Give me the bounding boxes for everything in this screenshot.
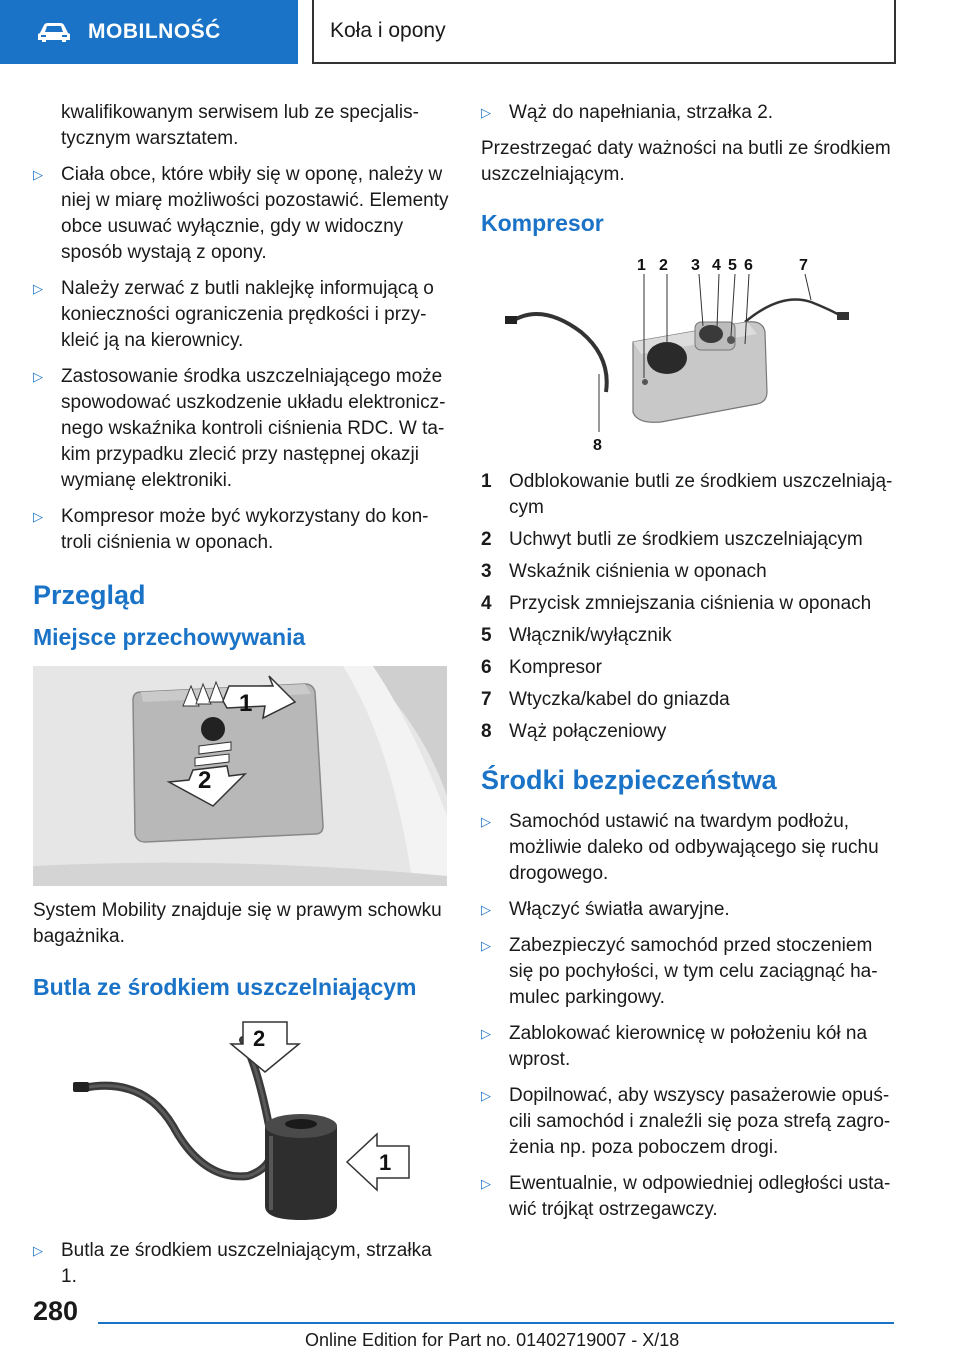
bullet-item — [33, 1238, 451, 1290]
trunk-label-1: 1 — [239, 690, 253, 717]
comp-label-4: 4 — [712, 257, 721, 274]
triangle-bullet-icon: ▷ — [33, 281, 43, 296]
part-number: 5 — [481, 625, 492, 646]
section-title: Koła i opony — [330, 19, 446, 42]
expiry-text: Przestrzegać daty ważności na butli ze środkiem uszczelniającym. — [481, 138, 891, 185]
subheading-bottle: Butla ze środkiem uszczelniającym — [33, 974, 417, 1000]
bullet-text: Wąż do napełniania, strzałka 2. — [509, 102, 774, 123]
part-text: Włącznik/wyłącznik — [509, 625, 672, 646]
part-text: Uchwyt butli ze środkiem uszczelniającym — [509, 529, 863, 550]
bullet-item — [481, 100, 901, 126]
chapter-tab — [0, 0, 298, 64]
comp-label-5: 5 — [728, 257, 737, 274]
parts-list-item — [481, 655, 901, 681]
footer-edition: Online Edition for Part no. 01402719007 - X/18 — [305, 1330, 680, 1350]
trunk-label-2: 2 — [198, 767, 212, 794]
bullet-item — [481, 933, 901, 1011]
subheading-compressor: Kompresor — [481, 210, 604, 236]
bullet-item — [33, 504, 451, 556]
parts-list-item — [481, 623, 901, 649]
subheading-storage: Miejsce przechowywania — [33, 624, 306, 650]
triangle-bullet-icon: ▷ — [33, 167, 43, 182]
comp-label-7: 7 — [799, 257, 808, 274]
triangle-bullet-icon: ▷ — [481, 1176, 491, 1191]
bottle-label-2: 2 — [253, 1026, 266, 1051]
part-text: Odblokowanie butli ze środkiem uszczelniającym — [509, 471, 893, 518]
part-number: 1 — [481, 471, 492, 492]
triangle-bullet-icon: ▷ — [481, 1026, 491, 1041]
storage-text: System Mobility znajduje się w prawym schowku bagażnika. — [33, 900, 442, 947]
part-text: Wąż połączeniowy — [509, 721, 667, 742]
parts-list-item — [481, 687, 901, 713]
parts-list-item — [481, 559, 901, 585]
bullet-item — [33, 276, 451, 354]
part-number: 4 — [481, 593, 492, 614]
right-column — [481, 100, 901, 1233]
page-number: 280 — [33, 1296, 79, 1326]
triangle-bullet-icon: ▷ — [481, 902, 491, 917]
bullet-item — [481, 1021, 901, 1073]
parts-list — [481, 469, 901, 745]
car-icon — [36, 21, 72, 43]
bullet-text: Kompresor może być wykorzystany do kontroli ciśnienia w oponach. — [61, 506, 429, 553]
parts-list-item — [481, 591, 901, 617]
comp-label-1: 1 — [637, 257, 646, 274]
parts-list-item — [481, 527, 901, 553]
bullet-text: Samochód ustawić na twardym podłożu, możliwie daleko od odbywającego się ruchu drogowego. — [509, 811, 879, 884]
bullet-item — [481, 897, 901, 923]
part-number: 7 — [481, 689, 492, 710]
bullet-text: Ciała obce, które wbiły się w oponę, należy w niej w miarę możliwości pozostawić. Elementy obce usuwać wyłącznie, gdy w widoczny sposób wystają z opony. — [61, 164, 449, 263]
bullet-item — [481, 1171, 901, 1223]
comp-label-6: 6 — [744, 257, 753, 274]
triangle-bullet-icon: ▷ — [481, 1088, 491, 1103]
triangle-bullet-icon: ▷ — [481, 938, 491, 953]
trunk-illustration — [33, 666, 447, 886]
triangle-bullet-icon: ▷ — [33, 1243, 43, 1258]
part-text: Wskaźnik ciśnienia w oponach — [509, 561, 767, 582]
bullet-text: Zabezpieczyć samochód przed stoczeniem się po pochyłości, w tym celu zaciągnąć hamulec parkingowy. — [509, 935, 878, 1008]
sealant-bottle-illustration — [33, 1016, 447, 1226]
part-text: Kompresor — [509, 657, 602, 678]
bottle-label-1: 1 — [379, 1150, 392, 1175]
bullet-text: Włączyć światła awaryjne. — [509, 899, 730, 920]
triangle-bullet-icon: ▷ — [33, 509, 43, 524]
section-heading-safety: Środki bezpieczeństwa — [481, 765, 777, 795]
parts-list-item — [481, 469, 901, 521]
footer-divider — [98, 1322, 894, 1324]
part-text: Przycisk zmniejszania ciśnienia w oponach — [509, 593, 872, 614]
bullet-text: Zablokować kierownicę w położeniu kół na wprost. — [509, 1023, 868, 1070]
comp-label-8: 8 — [593, 437, 602, 454]
part-number: 8 — [481, 721, 492, 742]
bullet-item — [481, 1083, 901, 1161]
triangle-bullet-icon: ▷ — [481, 814, 491, 829]
bullet-item — [33, 162, 451, 266]
comp-label-3: 3 — [691, 257, 700, 274]
bullet-text: Dopilnować, aby wszyscy pasażerowie opuścili samochód i znaleźli się poza strefą zagrożenia np. poza poboczem drogi. — [509, 1085, 891, 1158]
part-number: 2 — [481, 529, 492, 550]
comp-label-2: 2 — [659, 257, 668, 274]
parts-list-item — [481, 719, 901, 745]
left-column — [33, 100, 451, 1300]
compressor-illustration — [481, 252, 895, 457]
section-header — [312, 0, 896, 64]
triangle-bullet-icon: ▷ — [33, 369, 43, 384]
bullet-item — [481, 809, 901, 887]
part-number: 6 — [481, 657, 492, 678]
bullet-text: Należy zerwać z butli naklejkę informującą o konieczności ograniczenia prędkości i przykleić ją na kierownicy. — [61, 278, 434, 351]
bullet-text: Zastosowanie środka uszczelniającego może spowodować uszkodzenie układu elektronicznego wskaźnika kontroli ciśnienia RDC. W takim przypadku zlecić przy następnej okazji wymianę elektroniki. — [61, 366, 446, 491]
part-number: 3 — [481, 561, 492, 582]
section-heading-overview: Przegląd — [33, 580, 146, 610]
continuation-text: kwalifikowanym serwisem lub ze specjalistycznym warsztatem. — [61, 102, 419, 149]
triangle-bullet-icon: ▷ — [481, 105, 491, 120]
bullet-text: Butla ze środkiem uszczelniającym, strzałka 1. — [61, 1240, 432, 1287]
bullet-text: Ewentualnie, w odpowiedniej odległości ustawić trójkąt ostrzegawczy. — [509, 1173, 891, 1220]
part-text: Wtyczka/kabel do gniazda — [509, 689, 730, 710]
chapter-label: MOBILNOŚĆ — [88, 20, 221, 43]
bullet-item — [33, 364, 451, 494]
